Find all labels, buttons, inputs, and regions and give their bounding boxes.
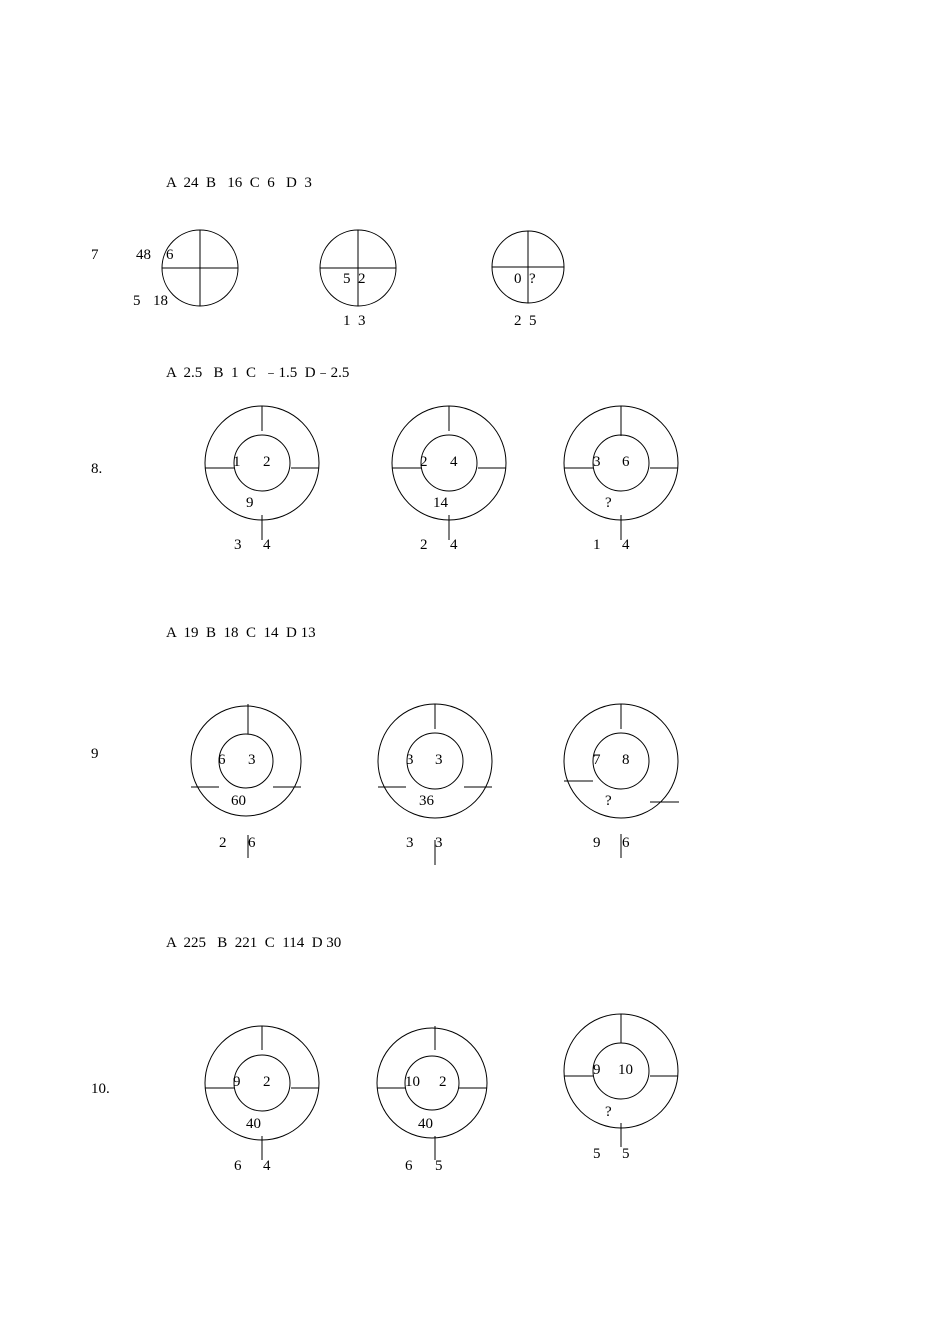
q7-c2-bottom: 1 3: [343, 313, 366, 329]
q10-c2-bottom-right: 5: [435, 1158, 443, 1174]
q8-ring-2: [392, 406, 506, 540]
q8-c3-center: ?: [605, 495, 612, 511]
q8-c2-right: 4: [450, 454, 458, 470]
q10-c2-left: 10: [405, 1074, 420, 1090]
q9-c2-bottom-right: 3: [435, 835, 443, 851]
q8-c2-bottom-right: 4: [450, 537, 458, 553]
q9-c3-bottom-right: 6: [622, 835, 630, 851]
q10-c3-left: 9: [593, 1062, 601, 1078]
q10-c3-right: 10: [618, 1062, 633, 1078]
q10-c2-bottom-left: 6: [405, 1158, 413, 1174]
q9-c2-right: 3: [435, 752, 443, 768]
q8-c1-bottom-right: 4: [263, 537, 271, 553]
q7-c3-middle: 0 ?: [514, 271, 536, 287]
q10-c1-left: 9: [233, 1074, 241, 1090]
q8-c2-bottom-left: 2: [420, 537, 428, 553]
q9-c2-center: 36: [419, 793, 434, 809]
q10-c2-right: 2: [439, 1074, 447, 1090]
q10-c3-bottom-right: 5: [622, 1146, 630, 1162]
q8-c3-bottom-right: 4: [622, 537, 630, 553]
q10-ring-1: [205, 1026, 319, 1160]
q9-c2-left: 3: [406, 752, 414, 768]
q10-ring-3: [564, 1014, 678, 1147]
q8-c3-left: 3: [593, 454, 601, 470]
q10-c1-bottom-right: 4: [263, 1158, 271, 1174]
q9-ring-1: [191, 704, 301, 858]
q10-c3-bottom-left: 5: [593, 1146, 601, 1162]
q10-c2-center: 40: [418, 1116, 433, 1132]
q7-c1-top-left: 48: [136, 247, 151, 263]
q8-ring-3: [564, 406, 678, 540]
q7-number: 7: [91, 247, 99, 263]
q7-circle-3: [492, 231, 564, 303]
q9-c1-left: 6: [218, 752, 226, 768]
q6-options: A 24 B 16 C 6 D 3: [166, 175, 312, 191]
q8-c2-center: 14: [433, 495, 448, 511]
q8-c1-center: 9: [246, 495, 254, 511]
q9-c3-left: 7: [593, 752, 601, 768]
q9-c1-bottom-left: 2: [219, 835, 227, 851]
q7-circle-1: [162, 230, 238, 306]
q8-ring-1: [205, 406, 319, 540]
q9-c3-bottom-left: 9: [593, 835, 601, 851]
q7-options: A 2.5 B 1 C ﹣1.5 D﹣2.5: [166, 365, 350, 381]
q7-c3-bottom: 2 5: [514, 313, 537, 329]
q10-c1-right: 2: [263, 1074, 271, 1090]
q9-c3-right: 8: [622, 752, 630, 768]
q8-c1-left: 1: [233, 454, 241, 470]
q7-circle-2: [320, 230, 396, 306]
q9-c1-right: 3: [248, 752, 256, 768]
q9-c1-bottom-right: 6: [248, 835, 256, 851]
q9-c2-bottom-left: 3: [406, 835, 414, 851]
q7-c1-bottom-left: 5: [133, 293, 141, 309]
q9-c3-center: ?: [605, 793, 612, 809]
q9-c1-center: 60: [231, 793, 246, 809]
q9-number: 9: [91, 746, 99, 762]
q8-c3-right: 6: [622, 454, 630, 470]
q8-c2-left: 2: [420, 454, 428, 470]
q8-number: 8.: [91, 461, 103, 477]
q10-number: 10.: [91, 1081, 110, 1097]
q8-c1-bottom-left: 3: [234, 537, 242, 553]
q8-c1-right: 2: [263, 454, 271, 470]
q8-c3-bottom-left: 1: [593, 537, 601, 553]
q10-c1-center: 40: [246, 1116, 261, 1132]
q7-c1-top-right: 6: [166, 247, 174, 263]
q8-options: A 19 B 18 C 14 D 13: [166, 625, 316, 641]
q10-ring-2: [377, 1026, 487, 1160]
q7-c1-bottom-right: 18: [153, 293, 168, 309]
q10-c1-bottom-left: 6: [234, 1158, 242, 1174]
q10-c3-center: ?: [605, 1104, 612, 1120]
q9-options: A 225 B 221 C 114 D 30: [166, 935, 342, 951]
q7-c2-middle: 5 2: [343, 271, 366, 287]
